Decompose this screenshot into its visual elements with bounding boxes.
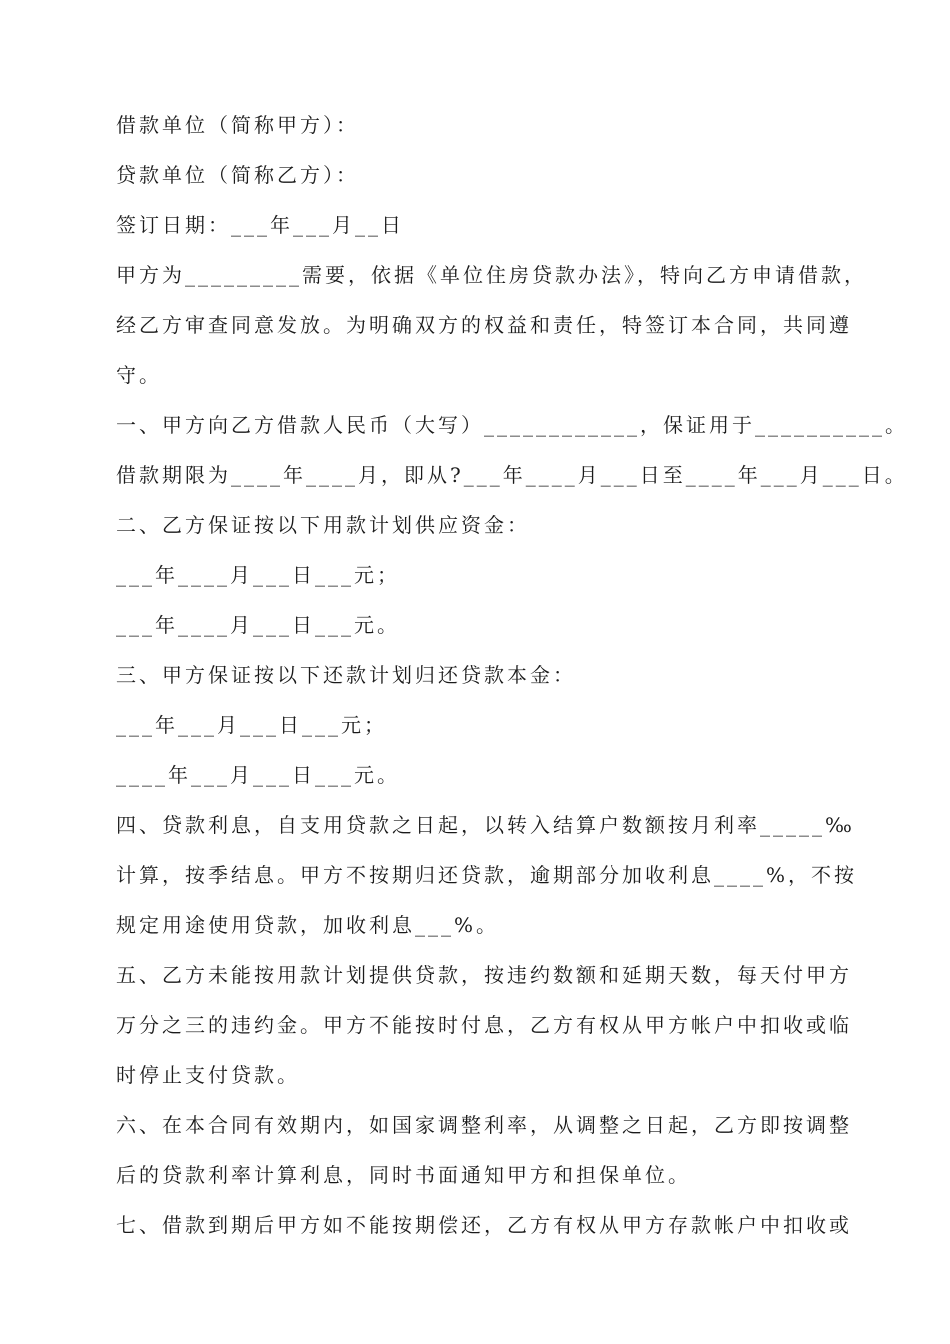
repayment-plan-line: ___年___月___日___元； (116, 713, 387, 737)
supply-plan-line: ___年____月___日___元。 (116, 613, 400, 637)
repayment-plan-line: ____年___月___日___元。 (116, 763, 400, 787)
preamble-line: 甲方为_________需要，依据《单位住房贷款办法》，特向乙方申请借款， (116, 263, 867, 287)
preamble-line: 守。 (116, 363, 162, 387)
clause-5-line: 万分之三的违约金。甲方不能按时付息，乙方有权从甲方帐户中扣收或临 (116, 1013, 852, 1037)
clause-1-line: 一、甲方向乙方借款人民币（大写）____________，保证用于__________。 (116, 413, 908, 437)
clause-4-line: 规定用途使用贷款，加收利息___%。 (116, 913, 500, 937)
clause-6-line: 后的贷款利率计算利息，同时书面通知甲方和担保单位。 (116, 1163, 691, 1187)
clause-4-line: 四、贷款利息，自支用贷款之日起，以转入结算户数额按月利率_____‰ (116, 813, 855, 837)
clause-3-line: 三、甲方保证按以下还款计划归还贷款本金： (116, 663, 576, 687)
clause-6-line: 六、在本合同有效期内，如国家调整利率，从调整之日起，乙方即按调整 (116, 1113, 852, 1137)
clause-2-line: 二、乙方保证按以下用款计划供应资金： (116, 513, 530, 537)
clause-5-line: 五、乙方未能按用款计划提供贷款，按违约数额和延期天数，每天付甲方 (116, 963, 852, 987)
clause-7-line: 七、借款到期后甲方如不能按期偿还，乙方有权从甲方存款帐户中扣收或 (116, 1213, 852, 1237)
preamble-line: 经乙方审查同意发放。为明确双方的权益和责任，特签订本合同，共同遵 (116, 313, 852, 337)
clause-5-line: 时停止支付贷款。 (116, 1063, 300, 1087)
supply-plan-line: ___年____月___日___元； (116, 563, 400, 587)
lender-line: 贷款单位（简称乙方）： (116, 163, 359, 187)
loan-term-line: 借款期限为____年____月，即从?___年____月___日至____年___月___日。 (116, 463, 908, 487)
signing-date-line: 签订日期：___年___月__日 (116, 213, 404, 237)
clause-4-line: 计算，按季结息。甲方不按期归还贷款，逾期部分加收利息____%，不按 (116, 863, 858, 887)
borrower-line: 借款单位（简称甲方）： (116, 113, 359, 137)
contract-body (116, 100, 908, 1250)
